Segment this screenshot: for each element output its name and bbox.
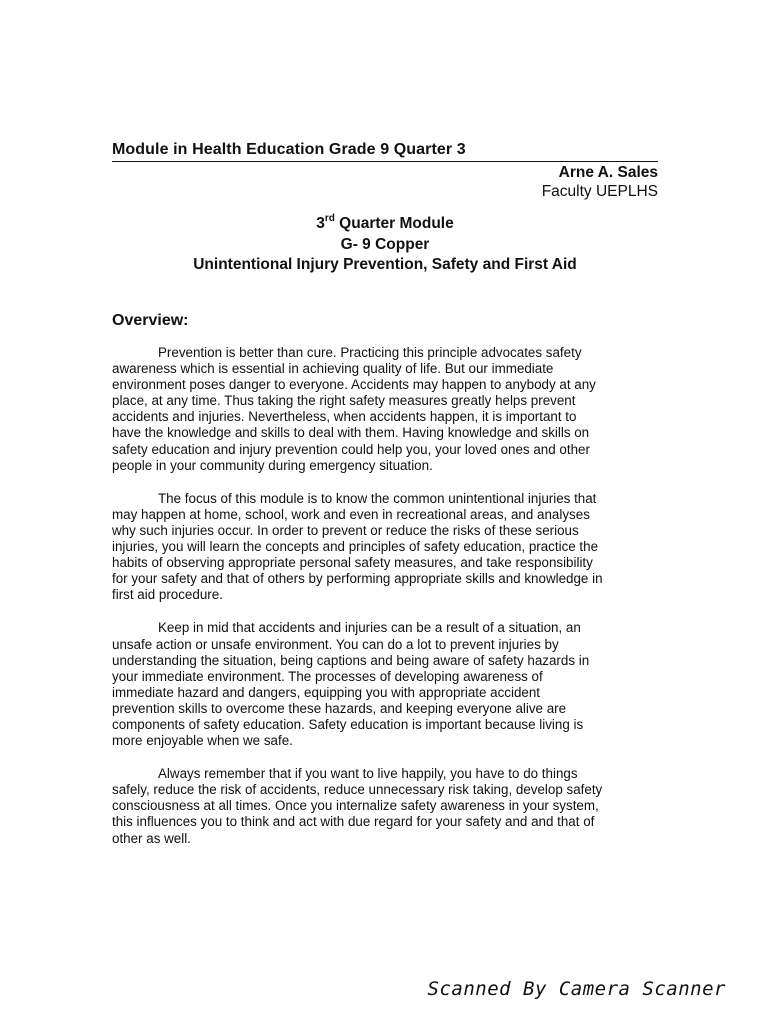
paragraph-line: immediate hazard and dangers, equipping you with appropriate accident [112, 684, 541, 700]
quarter-title [112, 214, 658, 235]
paragraph-line: Always remember that if you want to live happily, you have to do things [158, 766, 578, 782]
author-name: Arne A. Sales [558, 164, 658, 181]
overview-body [112, 345, 660, 864]
paragraph-line: Keep in mid that accidents and injuries can be a result of a situation, an [158, 620, 581, 636]
paragraph-line: more enjoyable when we safe. [112, 733, 293, 749]
overview-heading: Overview: [112, 312, 189, 329]
paragraph-line: have the knowledge and skills to deal with them. Having knowledge and skills on [112, 425, 590, 441]
author-block [542, 163, 658, 201]
overview-paragraph [112, 620, 660, 749]
paragraph-line: may happen at home, school, work and even in recreational areas, and analyses [112, 506, 590, 522]
topic-title: Unintentional Injury Prevention, Safety and First Aid [193, 256, 577, 273]
paragraph-line: components of safety education. Safety education is important because living is [112, 716, 584, 732]
overview-paragraph [112, 345, 660, 474]
paragraph-line: awareness which is essential in achieving quality of life. But our immediate [112, 361, 554, 377]
paragraph-line: unsafe action or unsafe environment. You can do a lot to prevent injuries by [112, 636, 559, 652]
paragraph-line: Prevention is better than cure. Practicing this principle advocates safety [158, 345, 582, 360]
overview-paragraph [112, 766, 660, 846]
quarter-number: 3 [316, 215, 325, 232]
module-title: Module in Health Education Grade 9 Quarter 3 [112, 141, 466, 158]
paragraph-line: environment poses danger to everyone. Accidents may happen to anybody at any [112, 377, 596, 393]
paragraph-line: people in your community during emergency situation. [112, 457, 433, 473]
paragraph-line: safely, reduce the risk of accidents, reduce unnecessary risk taking, develop safety [112, 782, 603, 798]
paragraph-line: your immediate environment. The processes of developing awareness of [112, 668, 543, 684]
author-affiliation: Faculty UEPLHS [541, 183, 658, 200]
paragraph-line: other as well. [112, 830, 191, 846]
paragraph-line: understanding the situation, being captions and being aware of safety hazards in [112, 652, 590, 668]
header-rule [112, 161, 658, 162]
overview-paragraph [112, 491, 660, 604]
paragraph-line: first aid procedure. [112, 587, 223, 603]
paragraph-line: place, at any time. Thus taking the right safety measures greatly helps prevent [112, 393, 576, 409]
paragraph-line: for your safety and that of others by performing appropriate skills and knowledge in [112, 571, 603, 587]
paragraph-line: injuries, you will learn the concepts and principles of safety education, practice the [112, 539, 599, 555]
paragraph-line: habits of observing appropriate personal safety measures, and take responsibility [112, 555, 593, 571]
scanner-watermark: Scanned By Camera Scanner [427, 978, 726, 1000]
paragraph-line: why such injuries occur. In order to prevent or reduce the risks of these serious [112, 522, 579, 538]
paragraph-line: safety education and injury prevention could help you, your loved ones and other [112, 441, 590, 457]
grade-section: G- 9 Copper [340, 235, 430, 253]
paragraph-line: accidents and injuries. Nevertheless, when accidents happen, it is important to [112, 409, 577, 425]
paragraph-line: this influences you to think and act with due regard for your safety and and that of [112, 814, 595, 830]
paragraph-line: The focus of this module is to know the common unintentional injuries that [158, 490, 597, 506]
quarter-label: Quarter Module [334, 215, 454, 232]
quarter-suffix: rd [324, 212, 335, 224]
title-block [112, 214, 658, 276]
paragraph-line: prevention skills to overcome these hazards, and keeping everyone alive are [112, 700, 567, 716]
paragraph-line: consciousness at all times. Once you internalize safety awareness in your system, [112, 798, 599, 814]
